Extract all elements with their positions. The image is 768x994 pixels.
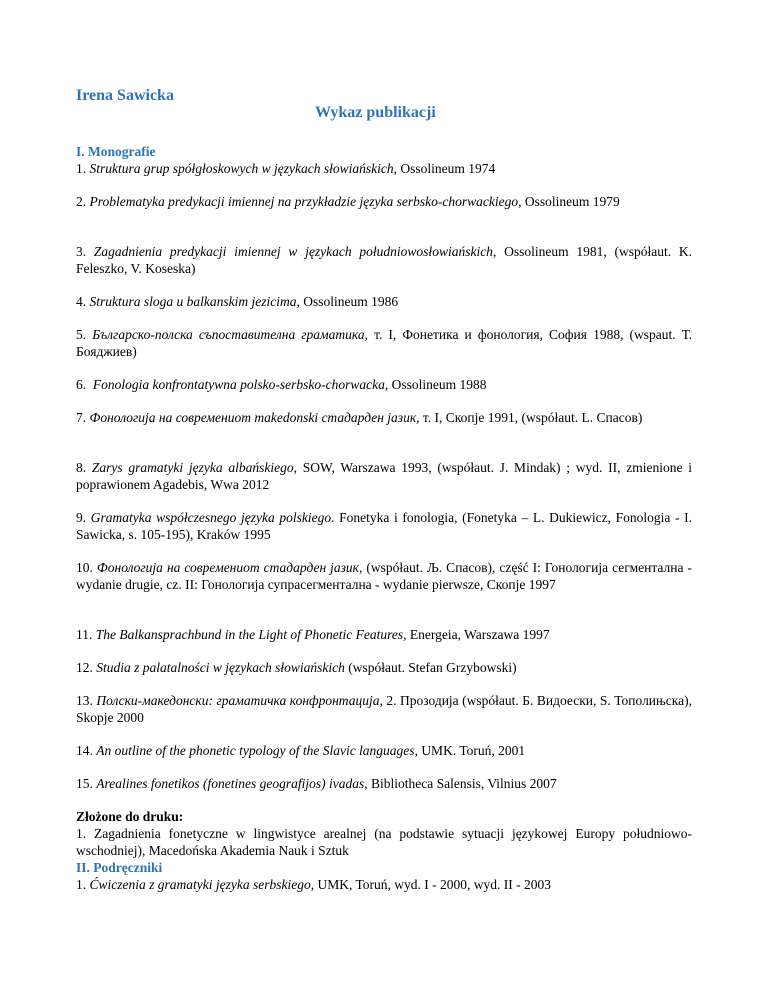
list-item: 10. Фонологија на современиот стадарден јазик, (współaut. Љ. Спасов), część I: Гонологија сегментална - wydanie drugie, cz. II: Гонологија супрасегментална - wydanie pierwsze, Скопје 1997 bbox=[76, 560, 692, 592]
publication-title: Фонологија на современиот makedonski стадарден јазик bbox=[89, 410, 417, 425]
publication-title: Struktura grup spółgłoskowych w językach słowiańskich bbox=[89, 161, 394, 176]
list-item: 3. Zagadnienia predykacji imiennej w językach południowosłowiańskich, Ossolineum 1981, (współaut. K. Feleszko, V. Koseska) bbox=[76, 244, 692, 276]
list-item: 1. Struktura grup spółgłoskowych w językach słowiańskich, Ossolineum 1974 bbox=[76, 161, 496, 176]
list-item: 2. Problematyka predykacji imiennej na przykładzie języka serbsko-chorwackiego, Ossolineum 1979 bbox=[76, 194, 620, 209]
list-item: 11. The Balkansprachbund in the Light of Phonetic Features, Energeia, Warszawa 1997 bbox=[76, 627, 550, 642]
list-item: 9. Gramatyka współczesnego języka polskiego. Fonetyka i fonologia, (Fonetyka – L. Dukiewicz, Fonologia - I. Sawicka, s. 105-195), Kraków 1995 bbox=[76, 510, 693, 542]
author-name: Irena Sawicka bbox=[76, 87, 174, 104]
section-heading-zlozone: Złożone do druku: bbox=[76, 809, 184, 824]
publication-title: Ćwiczenia z gramatyki języka serbskiego bbox=[89, 877, 311, 892]
list-item: 15. Arealines fonetikos (fonetines geografijos) ivadas, Bibliotheca Salensis, Vilnius 2007 bbox=[76, 776, 557, 791]
list-item: 7. Фонологија на современиот makedonski стадарден јазик, т. I, Скопје 1991, (współaut. L. Спасов) bbox=[76, 410, 643, 425]
publication-title: Fonologia konfrontatywna polsko-serbsko-chorwacka bbox=[92, 377, 385, 392]
document-title: Wykaz publikacji bbox=[315, 104, 436, 121]
publication-title: Arealines fonetikos (fonetines geografijos) ivadas bbox=[96, 776, 365, 791]
list-item: 4. Struktura sloga u balkanskim jezicima, Ossolineum 1986 bbox=[76, 294, 399, 309]
list-item: 12. Studia z palatalności w językach słowiańskich (współaut. Stefan Grzybowski) bbox=[76, 660, 517, 675]
publication-title: Problematyka predykacji imiennej na przykładzie języka serbsko-chorwackiego bbox=[89, 194, 519, 209]
list-item: 5. Българско-полска съпоставителна граматика, т. I, Фонетика и фонология, София 1988, (wspaut. Т. Бояджиев) bbox=[76, 327, 692, 359]
list-item: 14. An outline of the phonetic typology of the Slavic languages, UMK. Toruń, 2001 bbox=[76, 743, 526, 758]
publication-title: Studia z palatalności w językach słowiańskich bbox=[96, 660, 345, 675]
publication-title: An outline of the phonetic typology of the Slavic languages bbox=[96, 743, 415, 758]
list-item: 6. Fonologia konfrontatywna polsko-serbsko-chorwacka, Ossolineum 1988 bbox=[76, 377, 487, 392]
publication-title: Полски-македонски: граматичка конфронтација bbox=[96, 693, 380, 708]
publication-title: Struktura sloga u balkanskim jezicima bbox=[89, 294, 297, 309]
publication-title: The Balkansprachbund in the Light of Phonetic Features bbox=[95, 627, 404, 642]
list-item: 13. Полски-македонски: граматичка конфронтација, 2. Прозодија (współaut. Б. Видоески, S. Тополињска), Skopje 2000 bbox=[76, 693, 692, 725]
section-heading-monografie: I. Monografie bbox=[76, 144, 156, 159]
publication-title: Gramatyka współczesnego języka polskiego bbox=[90, 510, 332, 525]
section-zlozone bbox=[76, 808, 692, 859]
section-monografie bbox=[76, 143, 692, 160]
section-heading-podreczniki: II. Podręczniki bbox=[76, 860, 163, 875]
publication-title: Zarys gramatyki języka albańskiego bbox=[91, 460, 294, 475]
list-item: 8. Zarys gramatyki języka albańskiego, SOW, Warszawa 1993, (współaut. J. Mindak) ; wyd. II, zmienione i poprawionem Agadebis, Wwa 2012 bbox=[76, 460, 692, 492]
zlozone-text: 1. Zagadnienia fonetyczne w lingwistyce arealnej (na podstawie sytuacji językowej Europy południowo-wschodniej), Macedońska Akademia Nauk i Sztuk bbox=[76, 826, 692, 858]
publication-title: Фонологија на современиот стадарден јазик bbox=[96, 560, 359, 575]
publication-title: Българско-полска съпоставителна граматика bbox=[92, 327, 365, 342]
section-podreczniki: II. Podręczniki 1. Ćwiczenia z gramatyki języka serbskiego, UMK, Toruń, wyd. I - 2000, wyd. II - 2003 bbox=[76, 859, 692, 893]
publication-title: Zagadnienia predykacji imiennej w językach południowosłowiańskich bbox=[93, 244, 493, 259]
